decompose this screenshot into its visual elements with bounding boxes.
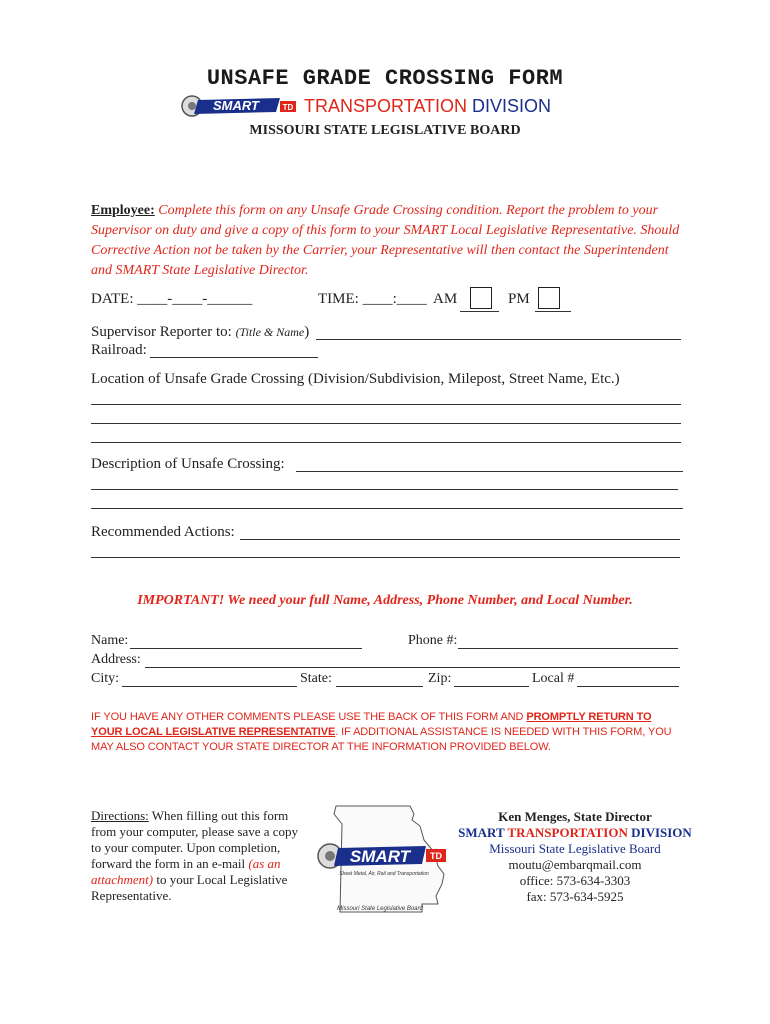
directions	[91, 808, 306, 904]
name-input-line[interactable]	[130, 648, 362, 649]
smart-logo	[180, 94, 298, 118]
city-label: City:	[91, 671, 120, 686]
important-notice: IMPORTANT! We need your full Name, Address, Phone Number, and Local Number.	[137, 593, 633, 608]
zip-input-line[interactable]	[454, 686, 529, 687]
smart-logo-badge: TD	[282, 103, 294, 112]
local-input-line[interactable]	[577, 686, 679, 687]
pm-label: PM	[508, 291, 530, 307]
supervisor-label-group	[91, 324, 309, 341]
org-word-1: SMART	[458, 825, 505, 840]
form-title: UNSAFE GRADE CROSSING FORM	[206, 66, 564, 91]
railroad-input-line[interactable]	[150, 357, 318, 358]
map-logo-tagline: Sheet Metal, Air, Rail and Transportation	[339, 871, 429, 877]
location-line-1[interactable]	[91, 404, 681, 405]
am-underline	[460, 311, 499, 312]
description-line-3[interactable]	[91, 508, 683, 509]
description-line-1[interactable]	[296, 471, 683, 472]
org-word-3: DIVISION	[631, 825, 692, 840]
location-label: Location of Unsafe Grade Crossing (Division/Subdivision, Milepost, Street Name, Etc.)	[91, 371, 620, 387]
map-logo-text: SMART	[349, 847, 411, 866]
state-director-contact	[445, 809, 705, 905]
recommended-label: Recommended Actions:	[91, 524, 235, 540]
local-label: Local #	[532, 671, 575, 686]
state-label: State:	[300, 671, 332, 686]
pm-checkbox[interactable]	[538, 287, 560, 309]
instructions-lead: Employee:	[91, 203, 155, 218]
description-line-2[interactable]	[91, 489, 678, 490]
supervisor-hint: (Title & Name	[235, 325, 305, 339]
am-checkbox[interactable]	[470, 287, 492, 309]
name-label: Name:	[91, 633, 129, 648]
supervisor-close: )	[304, 324, 310, 340]
notice-emphasis: PROMPTLY RETURN TO YOUR LOCAL LEGISLATIVE REPRESENTATIVE	[91, 711, 652, 738]
date-field[interactable]: DATE: ____-____-______	[91, 291, 253, 307]
board-name: MISSOURI STATE LEGISLATIVE BOARD	[249, 123, 521, 138]
directions-heading: Directions:	[91, 808, 149, 823]
phone-input-line[interactable]	[458, 648, 678, 649]
address-label: Address:	[91, 652, 141, 667]
director-org	[445, 825, 705, 841]
division-word-1: TRANSPORTATION	[304, 95, 468, 116]
instructions-text: Complete this form on any Unsafe Grade Crossing condition. Report the problem to your Supervisor on duty and give a copy of this form to your SMART Local Legislative Representative. Should Corrective Action not be taken by the Carrier, your Representative will then contact the Superintendent and SMART State Legislative Director.	[91, 203, 680, 278]
am-label: AM	[433, 291, 458, 307]
org-word-2: TRANSPORTATION	[507, 825, 628, 840]
map-logo-badge: TD	[430, 851, 442, 861]
director-fax: fax: 573-634-5925	[526, 889, 624, 904]
smart-logo-text: SMART	[213, 98, 259, 113]
location-line-3[interactable]	[91, 442, 681, 443]
time-field[interactable]: TIME: ____:____	[318, 291, 427, 307]
supervisor-label: Supervisor Reporter to:	[91, 324, 232, 340]
director-board: Missouri State Legislative Board	[489, 841, 661, 856]
description-label: Description of Unsafe Crossing:	[91, 456, 285, 472]
notice-part-1: IF YOU HAVE ANY OTHER COMMENTS PLEASE USE THE BACK OF THIS FORM AND	[91, 711, 527, 723]
director-name: Ken Menges, State Director	[498, 809, 652, 824]
notice-part-2: . IF ADDITIONAL ASSISTANCE IS NEEDED WITH THIS FORM, YOU MAY ALSO CONTACT YOUR STATE DIRECTOR AT THE INFORMATION PROVIDED BELOW.	[91, 726, 672, 753]
director-email[interactable]: moutu@embarqmail.com	[508, 857, 642, 872]
location-line-2[interactable]	[91, 423, 681, 424]
recommended-line-1[interactable]	[240, 539, 680, 540]
city-input-line[interactable]	[122, 686, 297, 687]
railroad-label: Railroad:	[91, 342, 147, 358]
return-notice	[91, 710, 681, 755]
division-word-2: DIVISION	[472, 95, 552, 116]
zip-label: Zip:	[428, 671, 452, 686]
director-office-phone: office: 573-634-3303	[519, 873, 631, 888]
directions-attachment: (as an attachment)	[91, 856, 281, 887]
map-logo-caption: Missouri State Legislative Board	[337, 906, 423, 912]
recommended-line-2[interactable]	[91, 557, 680, 558]
division-header	[180, 94, 551, 118]
directions-text-1: When filling out this form from your computer, please save a copy to your computer. Upon completion, forward the form in an e-mail	[91, 808, 299, 871]
division-name	[304, 96, 551, 117]
supervisor-input-line[interactable]	[316, 339, 681, 340]
state-input-line[interactable]	[336, 686, 423, 687]
directions-text-2: to your Local Legislative Representative.	[91, 872, 288, 903]
employee-instructions	[91, 201, 691, 281]
missouri-map-logo	[312, 800, 452, 918]
phone-label: Phone #:	[408, 633, 458, 648]
pm-underline	[535, 311, 571, 312]
address-input-line[interactable]	[145, 667, 680, 668]
